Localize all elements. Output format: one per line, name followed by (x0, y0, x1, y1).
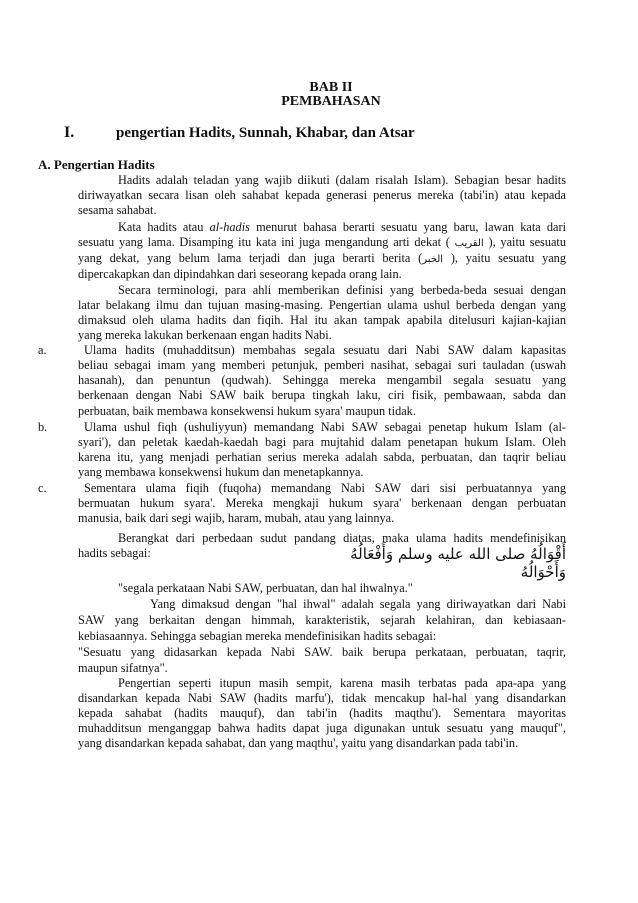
list-label: b. (38, 420, 48, 434)
list-item-line: berkenaan dengan Nabi SAW baik berupa tingkah laku, ciri fisik, pembawaan, sabda dan (78, 388, 566, 402)
list-item-line: hasanah), dan penuntun (qudwah). Sehingga mereka mengambil segala sesuatu yang (78, 373, 566, 387)
section-number: I. (64, 124, 75, 141)
subsection-heading: A. Pengertian Hadits (38, 157, 155, 172)
paragraph-line: Secara terminologi, para ahli memberikan definisi yang berbeda-beda sesuai dengan (118, 283, 566, 297)
paragraph-line: dipercakapkan dan dipindahkan dari seseorang kepada orang lain. (78, 267, 402, 281)
paragraph-line: Hadits adalah teladan yang wajib diikuti (dalam risalah Islam). Sebagian besar hadits (118, 173, 566, 187)
list-item-line: Sementara ulama fiqih (fuqoha) memandang Nabi SAW dari sisi perbuatannya yang (84, 481, 566, 495)
chapter-title: PEMBAHASAN (281, 94, 381, 109)
paragraph-line: sesama sahabat. (78, 203, 157, 217)
list-item-line: Ulama ushul fiqh (ushuliyyun) memandang Nabi SAW sebagai penetap hukum Islam (al- (84, 420, 566, 434)
paragraph-line: disandarkan kepada Nabi SAW (hadits marfu'), tidak mencakup hal-hal yang disandarkan (78, 691, 566, 705)
paragraph-line: Pengertian seperti itupun masih sempit, karena masih terbatas pada apa-apa yang (118, 676, 566, 690)
paragraph-line: diriwayatkan secara lisan oleh sahabat kepada generasi penerus mereka (tabi'in) atau kepada (78, 188, 566, 202)
arabic-inline-term: القريب (454, 238, 484, 249)
list-label: c. (38, 481, 47, 495)
arabic-inline-term: الخبر (422, 254, 444, 265)
paragraph-line: Berangkat dari perbedaan sudut pandang diatas, maka ulama hadits mendefinisikan (118, 531, 566, 545)
arabic-definition: أَقْوَالُهُ صلى الله عليه وسلم وَأَفْعَالُهُ وَأَحْوَالُهُ (350, 545, 566, 581)
italic-term: al-hadis (209, 220, 250, 234)
list-item-line: Ulama hadits (muhadditsun) membahas segala sesuatu dari Nabi SAW dalam kapasitas (84, 343, 566, 357)
chapter-label: BAB II (309, 80, 353, 95)
paragraph-line: yang disandarkan kepada sahabat, dan yang maqthu', yaitu yang disandarkan pada tabi'in. (78, 736, 519, 750)
paragraph-line: latar belakang ilmu dan tujuan masing-masing. Pengertian ulama ushul berbeda dengan yang (78, 298, 566, 312)
paragraph-line: hadits sebagai: (78, 546, 151, 560)
paragraph-line: sesuatu yang lama. Disamping itu kata ini juga mengandung arti dekat ( القريب ), yaitu sesuatu (78, 235, 566, 249)
paragraph-line: kebiasaannya. Sehingga sebagian mereka mendefinisikan hadits sebagai: (78, 629, 437, 643)
list-label: a. (38, 343, 47, 357)
paragraph-line: yang mereka lakukan berkenaan engan hadits Nabi. (78, 328, 332, 342)
translation-quote: "segala perkataan Nabi SAW, perbuatan, dan hal ihwalnya." (118, 581, 413, 595)
paragraph-line: yang dekat, yang belum lama terjadi dan juga berarti berita (الخبر ), yaitu sesuatu yang (78, 251, 566, 265)
paragraph-line: Yang dimaksud dengan "hal ihwal" adalah segala yang diriwayatkan dari Nabi (150, 597, 566, 611)
list-item-line: beliau sebagai imam yang memberi petunjuk, pemberi nasihat, sebagai suri tauladan (uswah (78, 358, 566, 372)
paragraph-line: muhadditsun menganggap bahwa hadits dapat juga digunakan untuk sesuatu yang mauquf", (78, 721, 566, 735)
list-item-line: syari'), dan peletak kaedah-kaedah bagi para mujtahid dalam penetapan hukum Islam. Oleh (78, 435, 566, 449)
paragraph-line: kepada sahabat (hadits mauquf), dan tabi'in (hadits maqthu'). Sementara mayoritas (78, 706, 566, 720)
list-item-line: manusia, baik dari segi wajib, haram, mubah, atau yang lainnya. (78, 511, 395, 525)
paragraph-line: Kata hadits atau al-hadis menurut bahasa berarti sesuatu yang baru, lawan kata dari (118, 220, 566, 234)
list-item-line: yang membawa konsekwensi hukum dan menetapkannya. (78, 465, 364, 479)
section-title: pengertian Hadits, Sunnah, Khabar, dan Atsar (116, 125, 415, 141)
list-item-line: karena itu, yang menjadi perhatian serius mereka adalah sabda, perbuatan, dan taqrir beliau (78, 450, 566, 464)
paragraph-line: SAW yang berkaitan dengan himmah, karakteristik, sejarah kelahiran, dan kebiasaan- (78, 613, 566, 627)
list-item-line: bermuatan hukum syara'. Mereka mengkaji hukum syara' berkenaan dengan perbuatan (78, 496, 566, 510)
paragraph-line: maupun sifatnya". (78, 661, 168, 675)
paragraph-line: "Sesuatu yang didasarkan kepada Nabi SAW. baik berupa perkataan, perbuatan, taqrir, (78, 645, 566, 659)
list-item-line: perbuatan, baik membawa konsekwensi hukum syara' maupun tidak. (78, 404, 416, 418)
section-heading (64, 124, 415, 142)
paragraph-line: dimaksud oleh ulama hadits dan fiqih. Hal itu akan tampak apabila ditelusuri kajian-kajian (78, 313, 566, 327)
